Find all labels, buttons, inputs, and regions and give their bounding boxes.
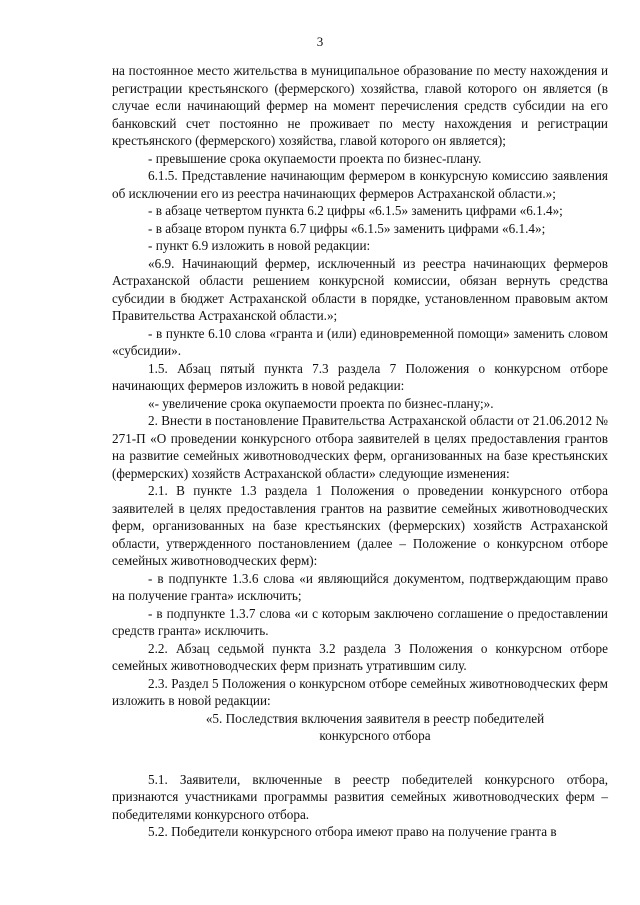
paragraph: «6.9. Начинающий фермер, исключенный из реестра начинающих фермеров Астраханской области решением конкурсной комиссии, обязан вернуть средства субсидии в бюджет Астраханской области в порядке, установленном правовым актом Правительства Астраханской области.»; [112,255,608,323]
paragraph: 5.2. Победители конкурсного отбора имеют право на получение гранта в [148,824,557,839]
section-heading: «5. Последствия включения заявителя в реестр победителей [205,710,545,726]
page-number: 3 [316,34,324,49]
paragraph: 2.3. Раздел 5 Положения о конкурсном отборе семейных животноводческих ферм изложить в новой редакции: [112,675,608,708]
paragraph: 6.1.5. Представление начинающим фермером в конкурсную комиссию заявления об исключении его из реестра начинающих фермеров Астраханской области.»; [112,168,608,201]
spacer [112,745,608,771]
paragraph: 5.1. Заявители, включенные в реестр победителей конкурсного отбора, признаются участниками программы развития семейных животноводческих ферм – победителями конкурсного отбора. [112,771,608,822]
paragraph: - превышение срока окупаемости проекта по бизнес-плану. [148,150,482,166]
paragraph: «- увеличение срока окупаемости проекта по бизнес-плану;». [148,395,494,411]
paragraph: на постоянное место жительства в муниципальное образование по месту нахождения и регистрации крестьянского (фермерского) хозяйства, главой которого он является (в случае если начинающий фермер на момент перечисления средств субсидии на его банковский счет постоянно не проживает по месту нахождения и регистрации крестьянского (фермерского) хозяйства, главой которого он является); [112,63,608,148]
paragraph: - пункт 6.9 изложить в новой редакции: [148,238,371,253]
paragraph: 1.5. Абзац пятый пункта 7.3 раздела 7 Положения о конкурсном отборе начинающих фермеров изложить в новой редакции: [112,360,608,393]
paragraph: - в абзаце втором пункта 6.7 цифры «6.1.5» заменить цифрами «6.1.4»; [148,220,546,236]
document-body [112,62,608,841]
paragraph: 2. Внести в постановление Правительства Астраханской области от 21.06.2012 № 271-П «О проведении конкурсного отбора заявителей в целях предоставления грантов на развитие семейных животноводческих ферм, организованных на базе крестьянских (фермерских) хозяйств Астраханской области» следующие изменения: [112,413,608,481]
paragraph: - в абзаце четвертом пункта 6.2 цифры «6.1.5» заменить цифрами «6.1.4»; [148,203,563,218]
paragraph: - в подпункте 1.3.6 слова «и являющийся документом, подтверждающим право на получение гранта» исключить; [112,570,608,603]
paragraph: - в подпункте 1.3.7 слова «и с которым заключено соглашение о предоставлении средств гранта» исключить. [112,605,608,638]
section-heading: конкурсного отбора [319,728,431,743]
paragraph: 2.2. Абзац седьмой пункта 3.2 раздела 3 Положения о конкурсном отборе семейных животноводческих ферм признать утратившим силу. [112,640,608,673]
paragraph: - в пункте 6.10 слова «гранта и (или) единовременной помощи» заменить словом «субсидии». [112,325,608,358]
paragraph: 2.1. В пункте 1.3 раздела 1 Положения о проведении конкурсного отбора заявителей в целях предоставления грантов на развитие семейных животноводческих ферм, организованных на базе крестьянских (фермерских) хозяйств Астраханской области, утвержденного постановлением (далее – Положение о конкурсном отборе семейных животноводческих ферм): [112,483,608,568]
